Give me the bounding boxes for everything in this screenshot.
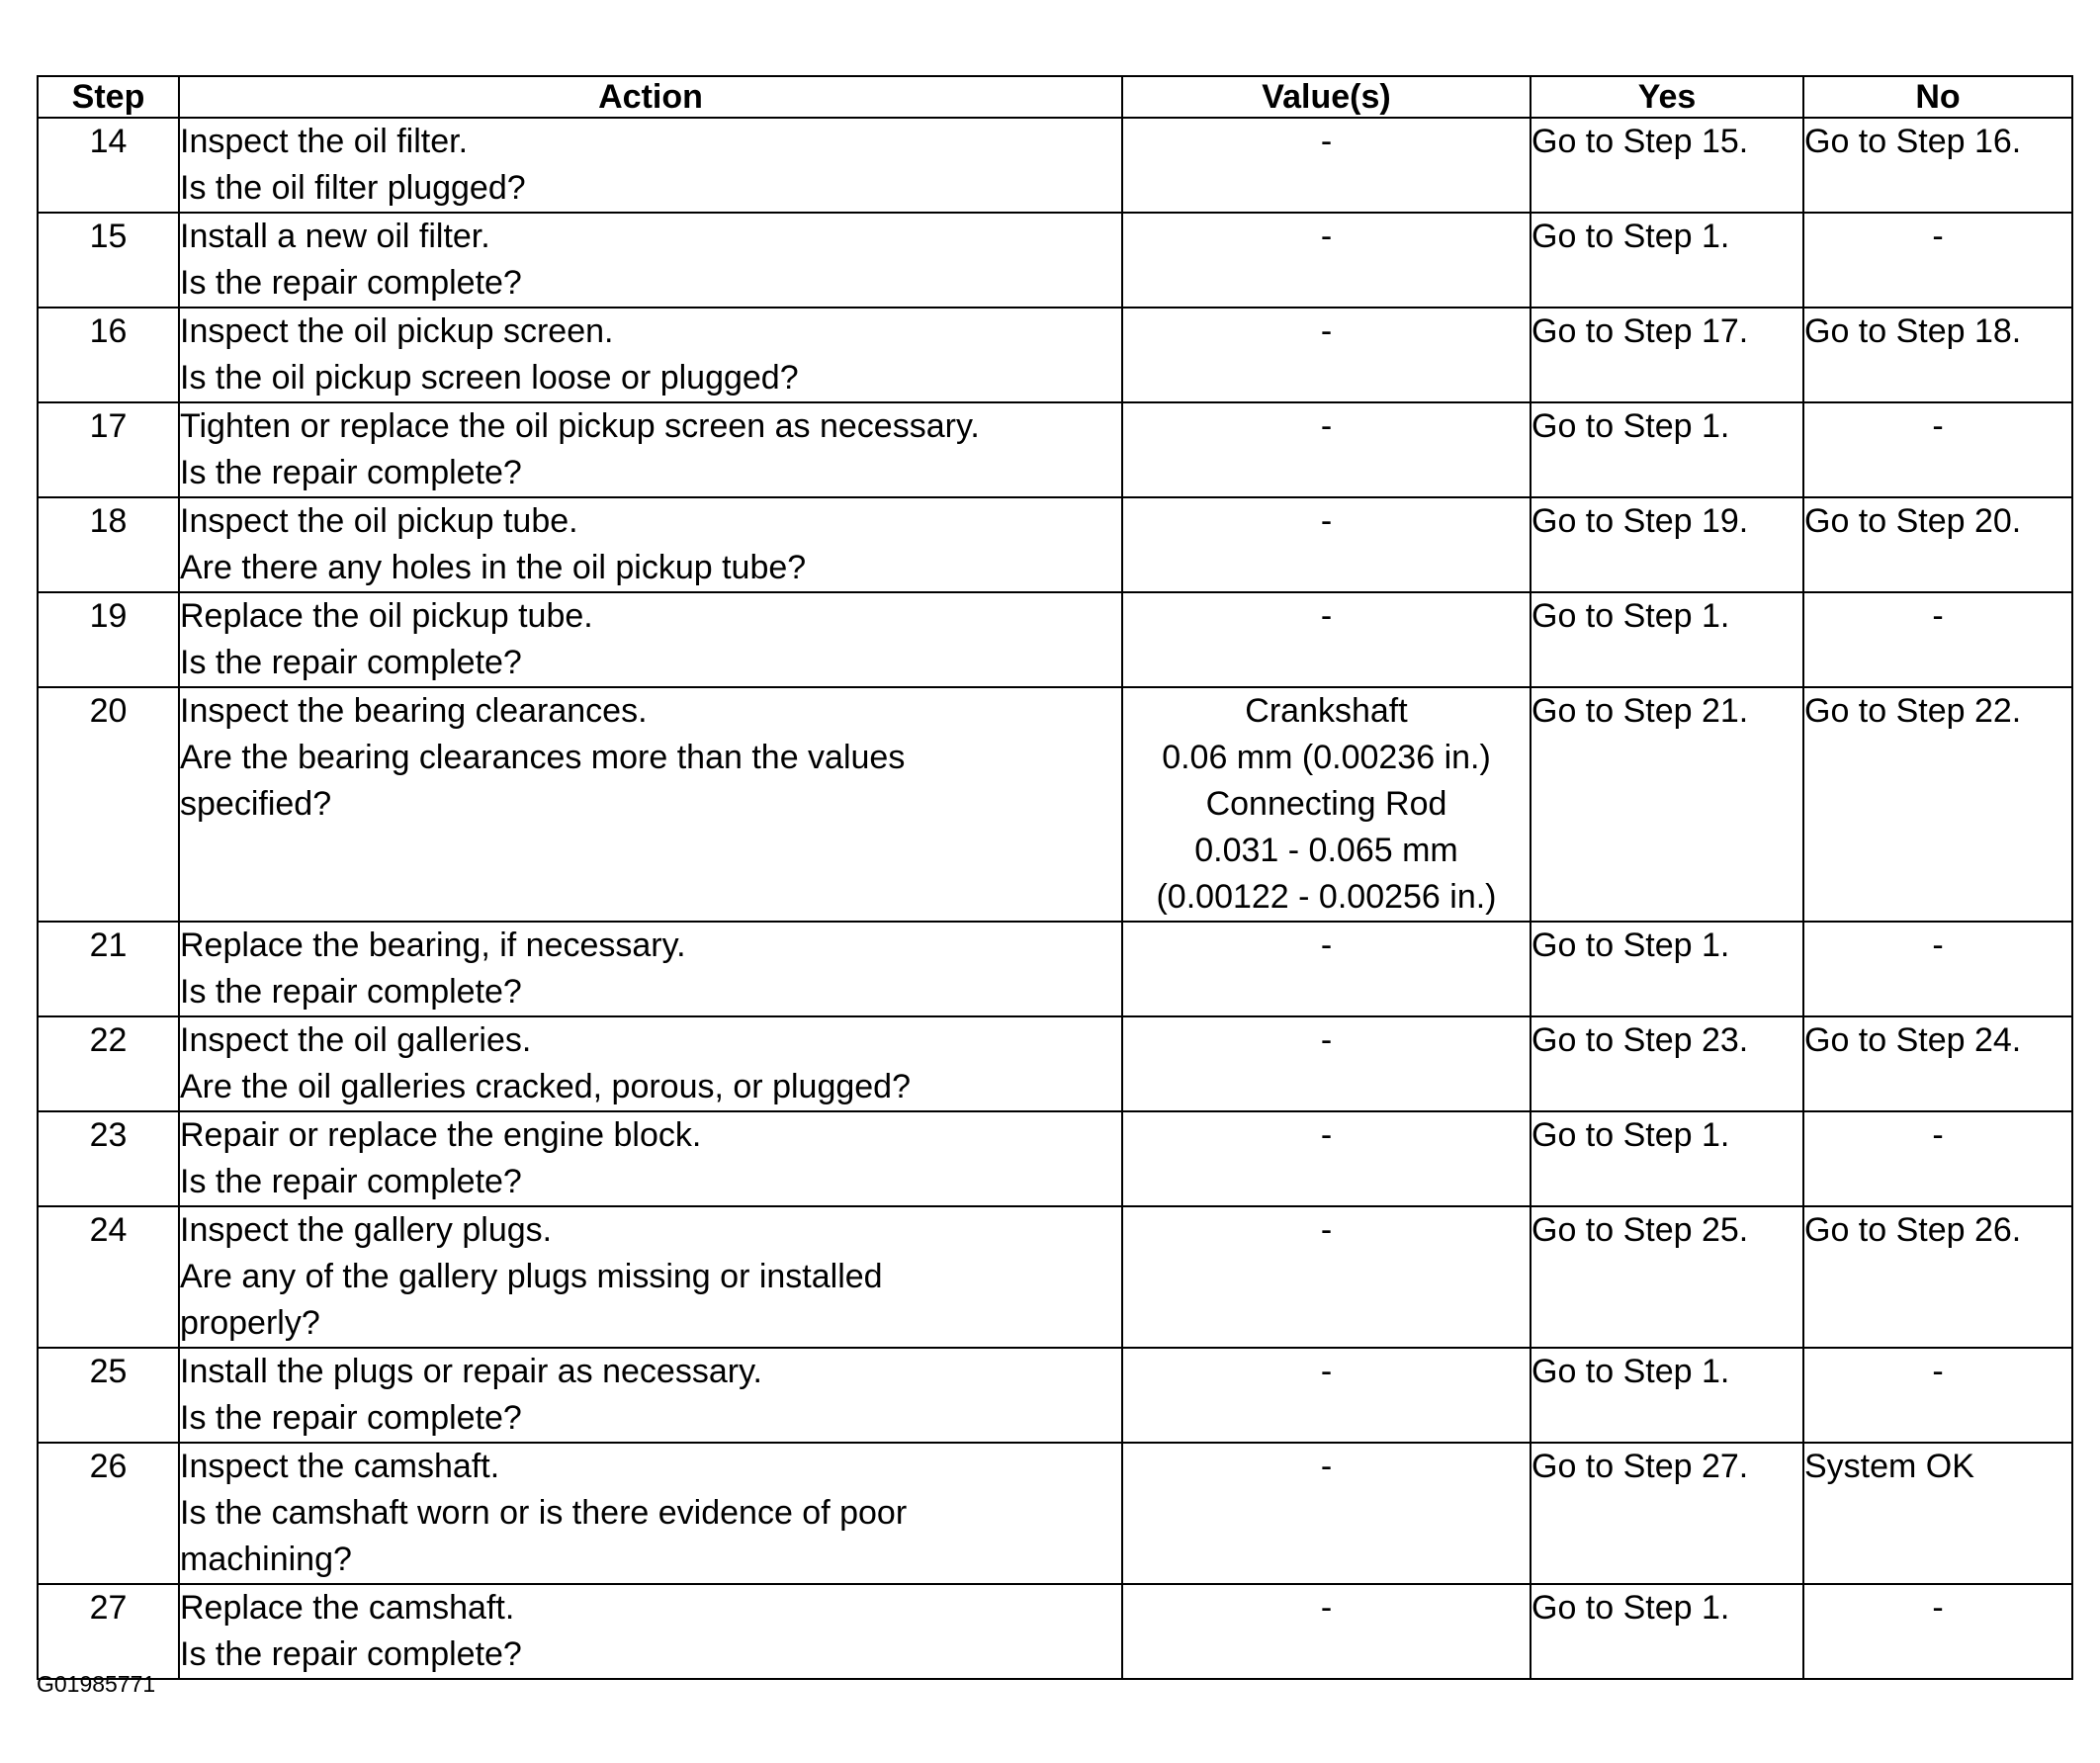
action-line: Is the repair complete? [180,973,522,1011]
header-no: No [1803,76,2072,118]
value-cell [1122,118,1531,213]
value-cell [1122,1111,1531,1206]
table-row [38,922,2072,1016]
action-cell [179,213,1122,308]
table-row [38,402,2072,497]
action-line: Install a new oil filter. [180,218,490,255]
action-cell [179,687,1122,922]
no-cell: Go to Step 16. [1803,118,2072,213]
action-cell [179,922,1122,1016]
no-cell: Go to Step 22. [1803,687,2072,922]
action-line: Inspect the oil filter. [180,123,469,160]
table-row [38,1111,2072,1206]
action-line: Is the repair complete? [180,1163,522,1200]
value-line: - [1320,1589,1333,1627]
action-line: Replace the oil pickup tube. [180,597,593,635]
value-cell [1122,308,1531,402]
action-line: Inspect the oil pickup tube. [180,502,578,540]
table-row [38,1584,2072,1679]
yes-cell: Go to Step 1. [1531,1111,1803,1206]
yes-cell: Go to Step 21. [1531,687,1803,922]
value-cell [1122,1443,1531,1584]
value-cell [1122,402,1531,497]
table-row [38,308,2072,402]
no-cell: - [1803,1584,2072,1679]
action-line: Is the oil pickup screen loose or plugged? [180,359,799,397]
no-cell: Go to Step 20. [1803,497,2072,592]
value-line: - [1320,123,1333,160]
step-number: 21 [38,922,179,1016]
yes-cell: Go to Step 1. [1531,922,1803,1016]
step-number: 16 [38,308,179,402]
yes-cell: Go to Step 1. [1531,592,1803,687]
no-cell: - [1803,592,2072,687]
action-line: Is the repair complete? [180,1399,522,1437]
step-number: 26 [38,1443,179,1584]
yes-cell: Go to Step 1. [1531,402,1803,497]
action-line: machining? [180,1541,352,1578]
value-line: 0.06 mm (0.00236 in.) [1162,739,1491,776]
action-line: Replace the bearing, if necessary. [180,926,686,964]
step-number: 23 [38,1111,179,1206]
value-cell [1122,1584,1531,1679]
table-row [38,1443,2072,1584]
table-row [38,118,2072,213]
header-step: Step [38,76,179,118]
value-line: - [1320,1353,1333,1390]
action-line: specified? [180,785,332,823]
action-line: Is the repair complete? [180,1635,522,1673]
no-cell: Go to Step 18. [1803,308,2072,402]
value-cell [1122,213,1531,308]
action-cell [179,592,1122,687]
value-line: 0.031 - 0.065 mm [1194,832,1458,869]
table-body [38,118,2072,1679]
action-cell [179,1111,1122,1206]
value-cell [1122,1206,1531,1348]
step-number: 17 [38,402,179,497]
action-line: properly? [180,1304,320,1342]
yes-cell: Go to Step 1. [1531,1584,1803,1679]
action-line: Inspect the gallery plugs. [180,1211,553,1249]
value-cell [1122,687,1531,922]
action-line: Tighten or replace the oil pickup screen as necessary. [180,407,980,445]
no-cell: - [1803,402,2072,497]
value-line: - [1320,926,1333,964]
table-row [38,1206,2072,1348]
table-row [38,497,2072,592]
action-line: Is the camshaft worn or is there evidence of poor [180,1494,908,1532]
table-row [38,213,2072,308]
value-line: - [1320,502,1333,540]
header-row [38,76,2072,118]
action-line: Is the repair complete? [180,264,522,302]
step-number: 19 [38,592,179,687]
no-cell: - [1803,922,2072,1016]
action-line: Inspect the oil galleries. [180,1021,532,1059]
yes-cell: Go to Step 25. [1531,1206,1803,1348]
action-line: Are there any holes in the oil pickup tube? [180,549,807,586]
yes-cell: Go to Step 19. [1531,497,1803,592]
header-action: Action [179,76,1122,118]
step-number: 27 [38,1584,179,1679]
action-line: Are the oil galleries cracked, porous, or plugged? [180,1068,911,1105]
table-row [38,687,2072,922]
action-cell [179,402,1122,497]
action-cell [179,1016,1122,1111]
step-number: 22 [38,1016,179,1111]
action-line: Are the bearing clearances more than the values [180,739,906,776]
action-line: Is the repair complete? [180,644,522,681]
value-line: - [1320,597,1333,635]
action-line: Inspect the bearing clearances. [180,692,648,730]
action-cell [179,118,1122,213]
table-row [38,1348,2072,1443]
step-number: 24 [38,1206,179,1348]
step-number: 25 [38,1348,179,1443]
no-cell: - [1803,1111,2072,1206]
action-line: Install the plugs or repair as necessary. [180,1353,762,1390]
step-number: 14 [38,118,179,213]
action-line: Inspect the camshaft. [180,1448,500,1485]
action-cell [179,1206,1122,1348]
yes-cell: Go to Step 27. [1531,1443,1803,1584]
action-line: Inspect the oil pickup screen. [180,312,614,350]
yes-cell: Go to Step 1. [1531,213,1803,308]
no-cell: Go to Step 26. [1803,1206,2072,1348]
action-line: Repair or replace the engine block. [180,1116,702,1154]
action-cell [179,1584,1122,1679]
table-row [38,592,2072,687]
step-number: 18 [38,497,179,592]
no-cell: - [1803,213,2072,308]
action-line: Is the repair complete? [180,454,522,491]
yes-cell: Go to Step 17. [1531,308,1803,402]
value-cell [1122,922,1531,1016]
action-cell [179,497,1122,592]
value-line: (0.00122 - 0.00256 in.) [1156,878,1497,916]
step-number: 20 [38,687,179,922]
no-cell: System OK [1803,1443,2072,1584]
action-line: Are any of the gallery plugs missing or installed [180,1258,883,1295]
no-cell: - [1803,1348,2072,1443]
no-cell: Go to Step 24. [1803,1016,2072,1111]
value-line: - [1320,407,1333,445]
header-values: Value(s) [1122,76,1531,118]
value-line: - [1320,312,1333,350]
yes-cell: Go to Step 23. [1531,1016,1803,1111]
action-line: Replace the camshaft. [180,1589,515,1627]
figure-code: G01985771 [37,1671,156,1697]
diagnostic-table [37,75,2073,1680]
action-cell [179,308,1122,402]
value-line: - [1320,1116,1333,1154]
value-cell [1122,592,1531,687]
value-line: Crankshaft [1245,692,1408,730]
value-line: - [1320,1211,1333,1249]
value-line: - [1320,1448,1333,1485]
yes-cell: Go to Step 15. [1531,118,1803,213]
value-cell [1122,497,1531,592]
table-row [38,1016,2072,1111]
action-cell [179,1443,1122,1584]
header-yes: Yes [1531,76,1803,118]
value-cell [1122,1016,1531,1111]
action-line: Is the oil filter plugged? [180,169,526,207]
yes-cell: Go to Step 1. [1531,1348,1803,1443]
value-line: - [1320,218,1333,255]
value-line: - [1320,1021,1333,1059]
step-number: 15 [38,213,179,308]
action-cell [179,1348,1122,1443]
value-line: Connecting Rod [1205,785,1447,823]
value-cell [1122,1348,1531,1443]
